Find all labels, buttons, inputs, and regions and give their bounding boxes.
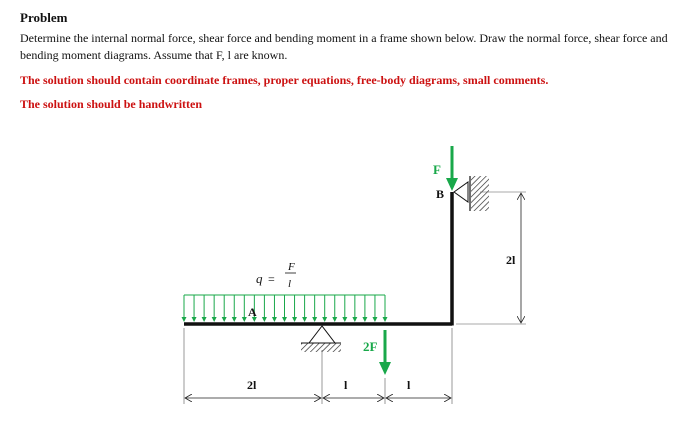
load-arrow-head — [192, 317, 197, 322]
load-arrow-head — [312, 317, 317, 322]
load-arrow-head — [272, 317, 277, 322]
load-arrow-head — [342, 317, 347, 322]
load-label-q: q — [256, 271, 263, 286]
load-arrow-head — [332, 317, 337, 322]
requirement-line-2: The solution should be handwritten — [20, 97, 203, 111]
load-label-numerator: F — [288, 261, 295, 273]
pin-support — [301, 326, 341, 352]
load-arrow-head — [302, 317, 307, 322]
load-label-denominator: l — [288, 278, 292, 290]
height-dimension-label: 2l — [506, 253, 516, 267]
load-arrow-head — [383, 317, 388, 322]
height-dimension — [456, 192, 526, 324]
load-arrow-head — [262, 317, 267, 322]
load-arrow-head — [222, 317, 227, 322]
dimension-label-2l: 2l — [247, 378, 257, 392]
load-arrow-head — [352, 317, 357, 322]
force-f-label: F — [433, 162, 441, 177]
load-intensity-label — [256, 261, 296, 290]
load-arrow-head — [242, 317, 247, 322]
distributed-load — [182, 295, 388, 322]
problem-heading: Problem — [20, 10, 68, 25]
load-arrow-head — [282, 317, 287, 322]
force-2f-label: 2F — [363, 339, 378, 354]
load-arrow-head — [322, 317, 327, 322]
dimension-label-l-second: l — [407, 378, 411, 392]
load-arrow-head — [232, 317, 237, 322]
load-arrow-head — [202, 317, 207, 322]
load-arrow-head — [362, 317, 367, 322]
distributed-load-arrows — [182, 295, 388, 322]
point-b-label: B — [436, 187, 445, 201]
load-arrow-head — [212, 317, 217, 322]
load-arrow-head — [292, 317, 297, 322]
point-a-label: A — [248, 305, 257, 319]
problem-statement: Determine the internal normal force, shear force and bending moment in a frame shown below. Draw the normal force, shear force and bending moment diagrams. Assume that F, l are known. — [20, 31, 668, 62]
load-arrow-head — [372, 317, 377, 322]
load-label-equals: = — [268, 272, 275, 286]
load-arrow-head — [182, 317, 187, 322]
force-2f-arrow — [379, 330, 391, 375]
dimension-label-l-first: l — [344, 378, 348, 392]
wall-support-b — [454, 176, 489, 211]
force-f-arrow — [446, 146, 458, 191]
requirement-line-1: The solution should contain coordinate frames, proper equations, free-body diagrams, small comments. — [20, 73, 549, 87]
